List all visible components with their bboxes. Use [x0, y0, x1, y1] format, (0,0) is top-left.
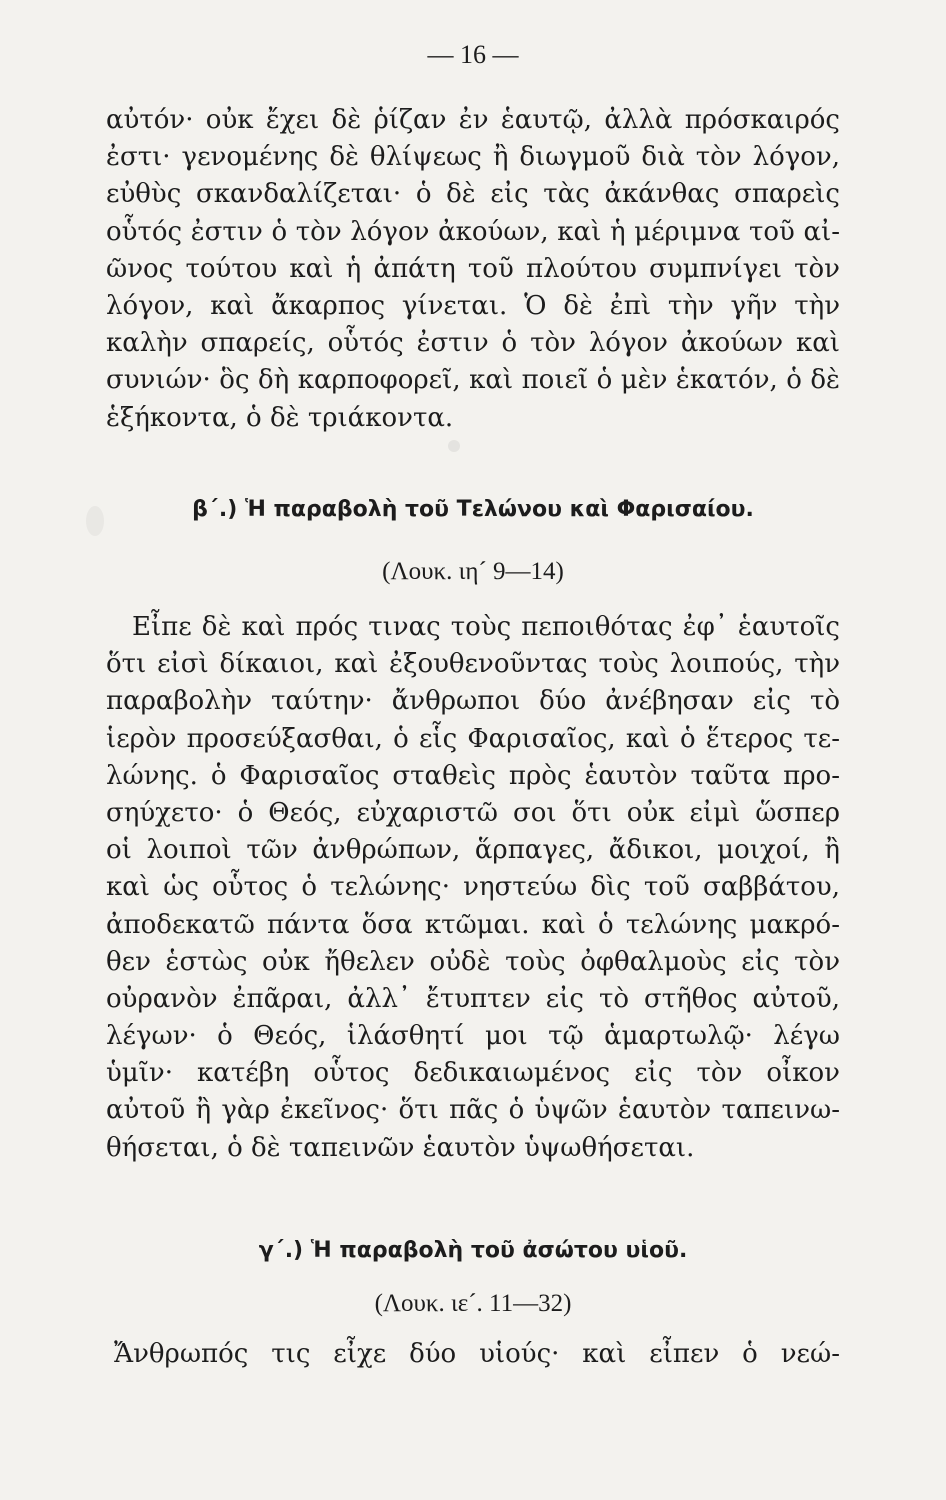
text-line: ἱερὸν προσεύξασθαι, ὁ εἷς Φαρισαῖος, καὶ ὁ ἕτερος τε- [106, 723, 840, 754]
text-line: λόγον, καὶ ἄκαρπος γίνεται. Ὁ δὲ ἐπὶ τὴν γῆν τὴν [106, 290, 840, 321]
text-line: ῶνος τούτου καὶ ἡ ἀπάτη τοῦ πλούτου συμπνίγει τὸν [106, 253, 840, 284]
text-line: συνιών· ὃς δὴ καρποφορεῖ, καὶ ποιεῖ ὁ μὲν ἑκατόν, ὁ δὲ [106, 365, 840, 396]
text-line: λώνης. ὁ Φαρισαῖος σταθεὶς πρὸς ἑαυτὸν ταῦτα προ- [106, 760, 840, 791]
paragraph-3 [106, 1336, 840, 1373]
text-line: ἀποδεκατῶ πάντα ὅσα κτῶμαι. καὶ ὁ τελώνης μακρό- [106, 909, 840, 940]
text-line: Ἄνθρωπός τις εἶχε δύο υἱούς· καὶ εἶπεν ὁ νεώ- [114, 1339, 840, 1369]
text-line: Εἶπε δὲ καὶ πρός τινας τοὺς πεποιθότας ἐφ᾽ ἑαυτοῖς [132, 612, 840, 642]
text-line: αὐτόν· οὐκ ἔχει δὲ ῥίζαν ἐν ἑαυτῷ, ἀλλὰ πρόσκαιρός [106, 105, 840, 135]
text-line: ὑμῖν· κατέβη οὗτος δεδικαιωμένος εἰς τὸν οἶκον [106, 1058, 840, 1089]
text-line: θήσεται, ὁ δὲ ταπεινῶν ἑαυτὸν ὑψωθήσεται. [106, 1132, 695, 1163]
page-number: — 16 — [427, 40, 519, 69]
scripture-reference: (Λουκ. ιη´ 9—14) [382, 558, 564, 585]
text-line: εὐθὺς σκανδαλίζεται· ὁ δὲ εἰς τὰς ἀκάνθας σπαρεὶς [106, 179, 840, 210]
text-line: ἐστι· γενομένης δὲ θλίψεως ἢ διωγμοῦ διὰ τὸν λόγον, [106, 142, 840, 173]
paragraph-1 [106, 102, 840, 437]
text-line: οὗτός ἐστιν ὁ τὸν λόγον ἀκούων, καὶ ἡ μέριμνα τοῦ αἰ- [106, 216, 840, 247]
section-heading-prodigal-son: γ´.) Ἡ παραβολὴ τοῦ ἀσώτου υἱοῦ. [258, 1238, 688, 1263]
text-line: οἱ λοιποὶ τῶν ἀνθρώπων, ἅρπαγες, ἄδικοι, μοιχοί, ἢ [106, 835, 840, 866]
text-line: λέγων· ὁ Θεός, ἱλάσθητί μοι τῷ ἁμαρτωλῷ· λέγω [106, 1021, 840, 1052]
scripture-reference: (Λουκ. ιε´. 11—32) [374, 1290, 572, 1317]
paragraph-2 [106, 609, 840, 1167]
text-line: ὅτι εἰσὶ δίκαιοι, καὶ ἐξουθενοῦντας τοὺς λοιπούς, τὴν [106, 649, 840, 680]
section-heading-publican-pharisee: β´.) Ἡ παραβολὴ τοῦ Τελώνου καὶ Φαρισαίου. [192, 497, 754, 522]
text-line: οὐρανὸν ἐπᾶραι, ἀλλ᾽ ἔτυπτεν εἰς τὸ στῆθος αὐτοῦ, [106, 983, 840, 1014]
text-line: ἑξήκοντα, ὁ δὲ τριάκοντα. [106, 402, 454, 433]
text-line: θεν ἑστὼς οὐκ ἤθελεν οὐδὲ τοὺς ὀφθαλμοὺς εἰς τὸν [106, 946, 840, 977]
text-line: παραβολὴν ταύτην· ἄνθρωποι δύο ἀνέβησαν εἰς τὸ [106, 686, 840, 717]
text-line: καλὴν σπαρείς, οὗτός ἐστιν ὁ τὸν λόγον ἀκούων καὶ [106, 328, 840, 359]
text-line: σηύχετο· ὁ Θεός, εὐχαριστῶ σοι ὅτι οὐκ εἰμὶ ὥσπερ [106, 797, 840, 828]
ink-smudge [448, 440, 460, 452]
text-line: αὐτοῦ ἢ γὰρ ἐκεῖνος· ὅτι πᾶς ὁ ὑψῶν ἑαυτὸν ταπεινω- [106, 1095, 840, 1126]
text-line: καὶ ὡς οὗτος ὁ τελώνης· νηστεύω δὶς τοῦ σαββάτου, [106, 872, 840, 903]
